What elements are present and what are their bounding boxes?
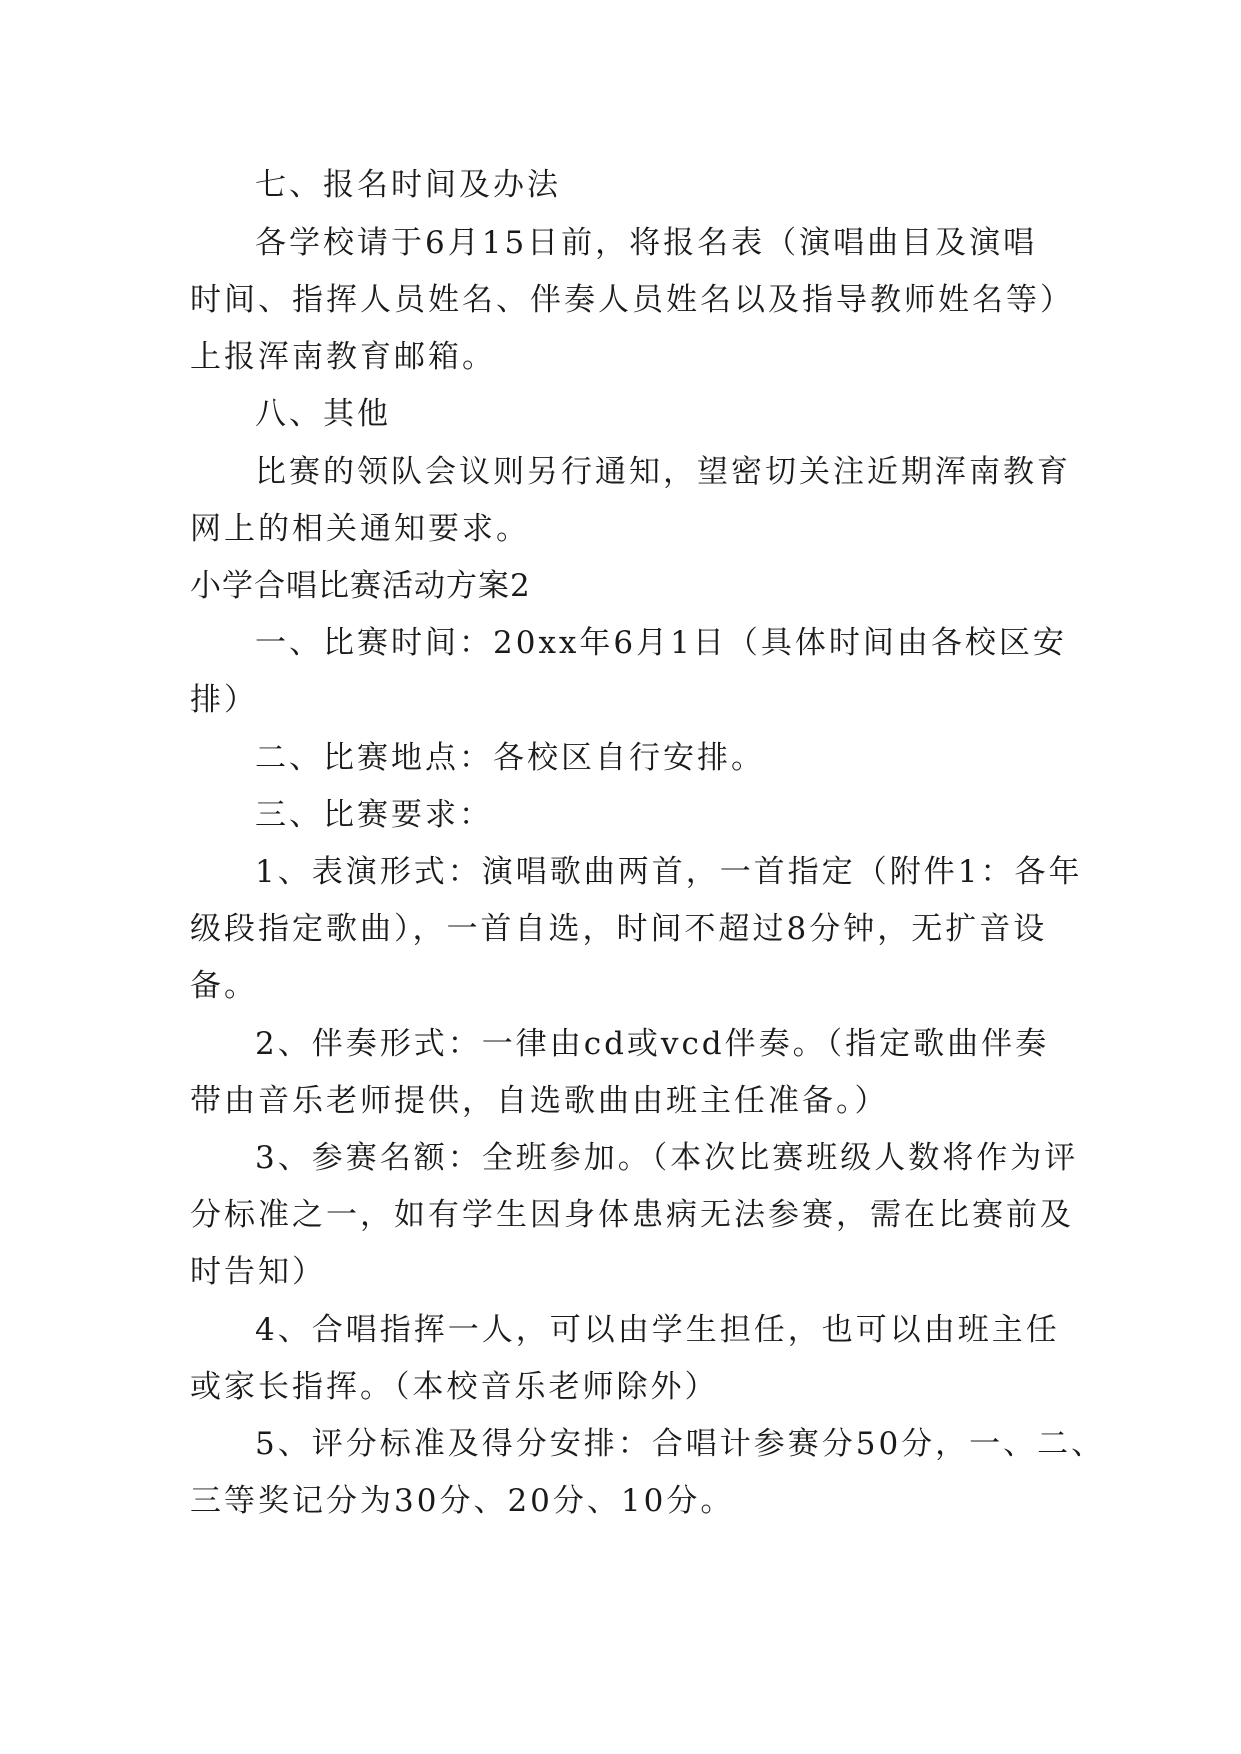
- paragraph-line: 分标准之一，如有学生因身体患病无法参赛，需在比赛前及: [190, 1197, 1074, 1233]
- paragraph-line: 时告知）: [190, 1254, 326, 1290]
- paragraph-line: 5、评分标准及得分安排：合唱计参赛分50分，一、二、: [255, 1426, 1106, 1462]
- paragraph-line: 带由音乐老师提供，自选歌曲由班主任准备。）: [190, 1083, 889, 1119]
- paragraph-line: 2、伴奏形式：一律由cd或vcd伴奏。（指定歌曲伴奏: [255, 1026, 1050, 1062]
- paragraph-line: 或家长指挥。（本校音乐老师除外）: [190, 1369, 719, 1405]
- paragraph-line: 三等奖记分为30分、20分、10分。: [190, 1483, 735, 1519]
- paragraph-line: 1、表演形式：演唱歌曲两首，一首指定（附件1：各年: [255, 854, 1083, 890]
- paragraph-line: 时间、指挥人员姓名、伴奏人员姓名以及指导教师姓名等）: [190, 282, 1074, 318]
- paragraph-line: 一、比赛时间：20xx年6月1日（具体时间由各校区安: [255, 625, 1067, 661]
- paragraph-line: 备。: [190, 968, 258, 1004]
- paragraph-line: 4、合唱指挥一人，可以由学生担任，也可以由班主任: [255, 1312, 1060, 1348]
- paragraph-line: 二、比赛地点：各校区自行安排。: [255, 740, 765, 776]
- paragraph-line: 级段指定歌曲），一首自选，时间不超过8分钟，无扩音设: [190, 911, 1048, 947]
- paragraph-line: 比赛的领队会议则另行通知，望密切关注近期浑南教育: [255, 454, 1071, 490]
- document-subtitle: 小学合唱比赛活动方案2: [190, 568, 531, 604]
- paragraph-line: 各学校请于6月15日前，将报名表（演唱曲目及演唱: [255, 225, 1038, 261]
- paragraph-line: 上报浑南教育邮箱。: [190, 339, 496, 375]
- paragraph-line: 网上的相关通知要求。: [190, 511, 530, 547]
- section-heading-registration: 七、报名时间及办法: [255, 167, 561, 203]
- paragraph-line: 排）: [190, 682, 258, 718]
- paragraph-line: 3、参赛名额：全班参加。（本次比赛班级人数将作为评: [255, 1140, 1079, 1176]
- section-heading-requirements: 三、比赛要求：: [255, 797, 493, 833]
- section-heading-other: 八、其他: [255, 396, 391, 432]
